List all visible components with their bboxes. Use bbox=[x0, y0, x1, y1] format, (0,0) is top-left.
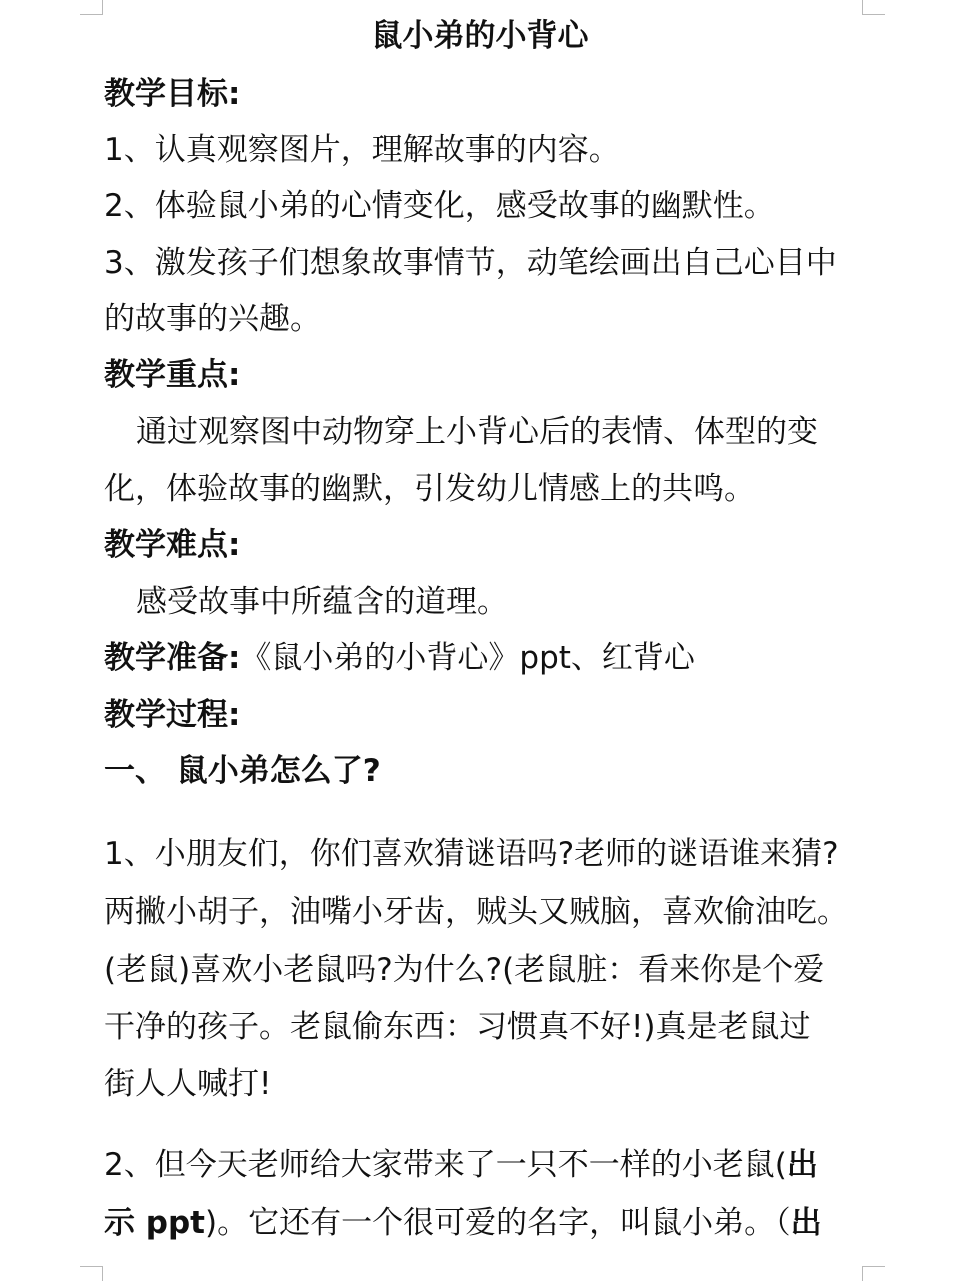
crop-mark-top-left bbox=[80, 0, 103, 15]
section-1-title: 一、 鼠小弟怎么了? bbox=[104, 753, 381, 789]
key-points-line-2: 化，体验故事的幽默，引发幼儿情感上的共鸣。 bbox=[104, 471, 755, 507]
paragraph-1-line-3: (老鼠)喜欢小老鼠吗?为什么?(老鼠脏：看来你是个爱 bbox=[104, 952, 825, 988]
crop-mark-bottom-left bbox=[80, 1266, 103, 1281]
document-title: 鼠小弟的小背心 bbox=[371, 18, 589, 54]
key-points-line-1: 通过观察图中动物穿上小背心后的表情、体型的变 bbox=[136, 414, 818, 450]
paragraph-2-line-2-bold-end: 出 bbox=[790, 1205, 822, 1241]
paragraph-2-line-1-bold: 出 bbox=[786, 1147, 818, 1183]
paragraph-1-line-5: 街人人喊打! bbox=[104, 1066, 272, 1102]
objectives-heading: 教学目标: bbox=[104, 76, 241, 112]
crop-mark-top-right bbox=[862, 0, 885, 15]
paragraph-2-line-2-text: )。它还有一个很可爱的名字，叫鼠小弟。（ bbox=[205, 1205, 791, 1241]
preparation-label: 教学准备: bbox=[104, 640, 241, 676]
preparation-line bbox=[104, 638, 695, 678]
paragraph-2-line-2 bbox=[104, 1203, 822, 1243]
paragraph-1-line-1: 1、小朋友们，你们喜欢猜谜语吗?老师的谜语谁来猜? bbox=[104, 836, 839, 872]
difficulties-heading: 教学难点: bbox=[104, 527, 241, 563]
key-points-heading: 教学重点: bbox=[104, 357, 241, 393]
paragraph-1-line-4: 干净的孩子。老鼠偷东西：习惯真不好!)真是老鼠过 bbox=[104, 1009, 811, 1045]
process-heading: 教学过程: bbox=[104, 697, 241, 733]
objective-item-3: 3、激发孩子们想象故事情节，动笔绘画出自己心目中 bbox=[104, 245, 837, 281]
objective-item-3-continued: 的故事的兴趣。 bbox=[104, 301, 321, 337]
difficulties-text: 感受故事中所蕴含的道理。 bbox=[136, 584, 508, 620]
objective-item-2: 2、体验鼠小弟的心情变化，感受故事的幽默性。 bbox=[104, 188, 775, 224]
paragraph-1-line-2: 两撇小胡子，油嘴小牙齿，贼头又贼脑，喜欢偷油吃。 bbox=[104, 894, 848, 930]
paragraph-2-line-1 bbox=[104, 1145, 818, 1185]
paragraph-2-line-1-text: 2、但今天老师给大家带来了一只不一样的小老鼠( bbox=[104, 1147, 787, 1183]
crop-mark-bottom-right bbox=[862, 1266, 885, 1281]
preparation-text: 《鼠小弟的小背心》ppt、红背心 bbox=[240, 640, 695, 676]
objective-item-1: 1、认真观察图片，理解故事的内容。 bbox=[104, 132, 620, 168]
paragraph-2-line-2-bold-start: 示 ppt bbox=[104, 1205, 205, 1241]
